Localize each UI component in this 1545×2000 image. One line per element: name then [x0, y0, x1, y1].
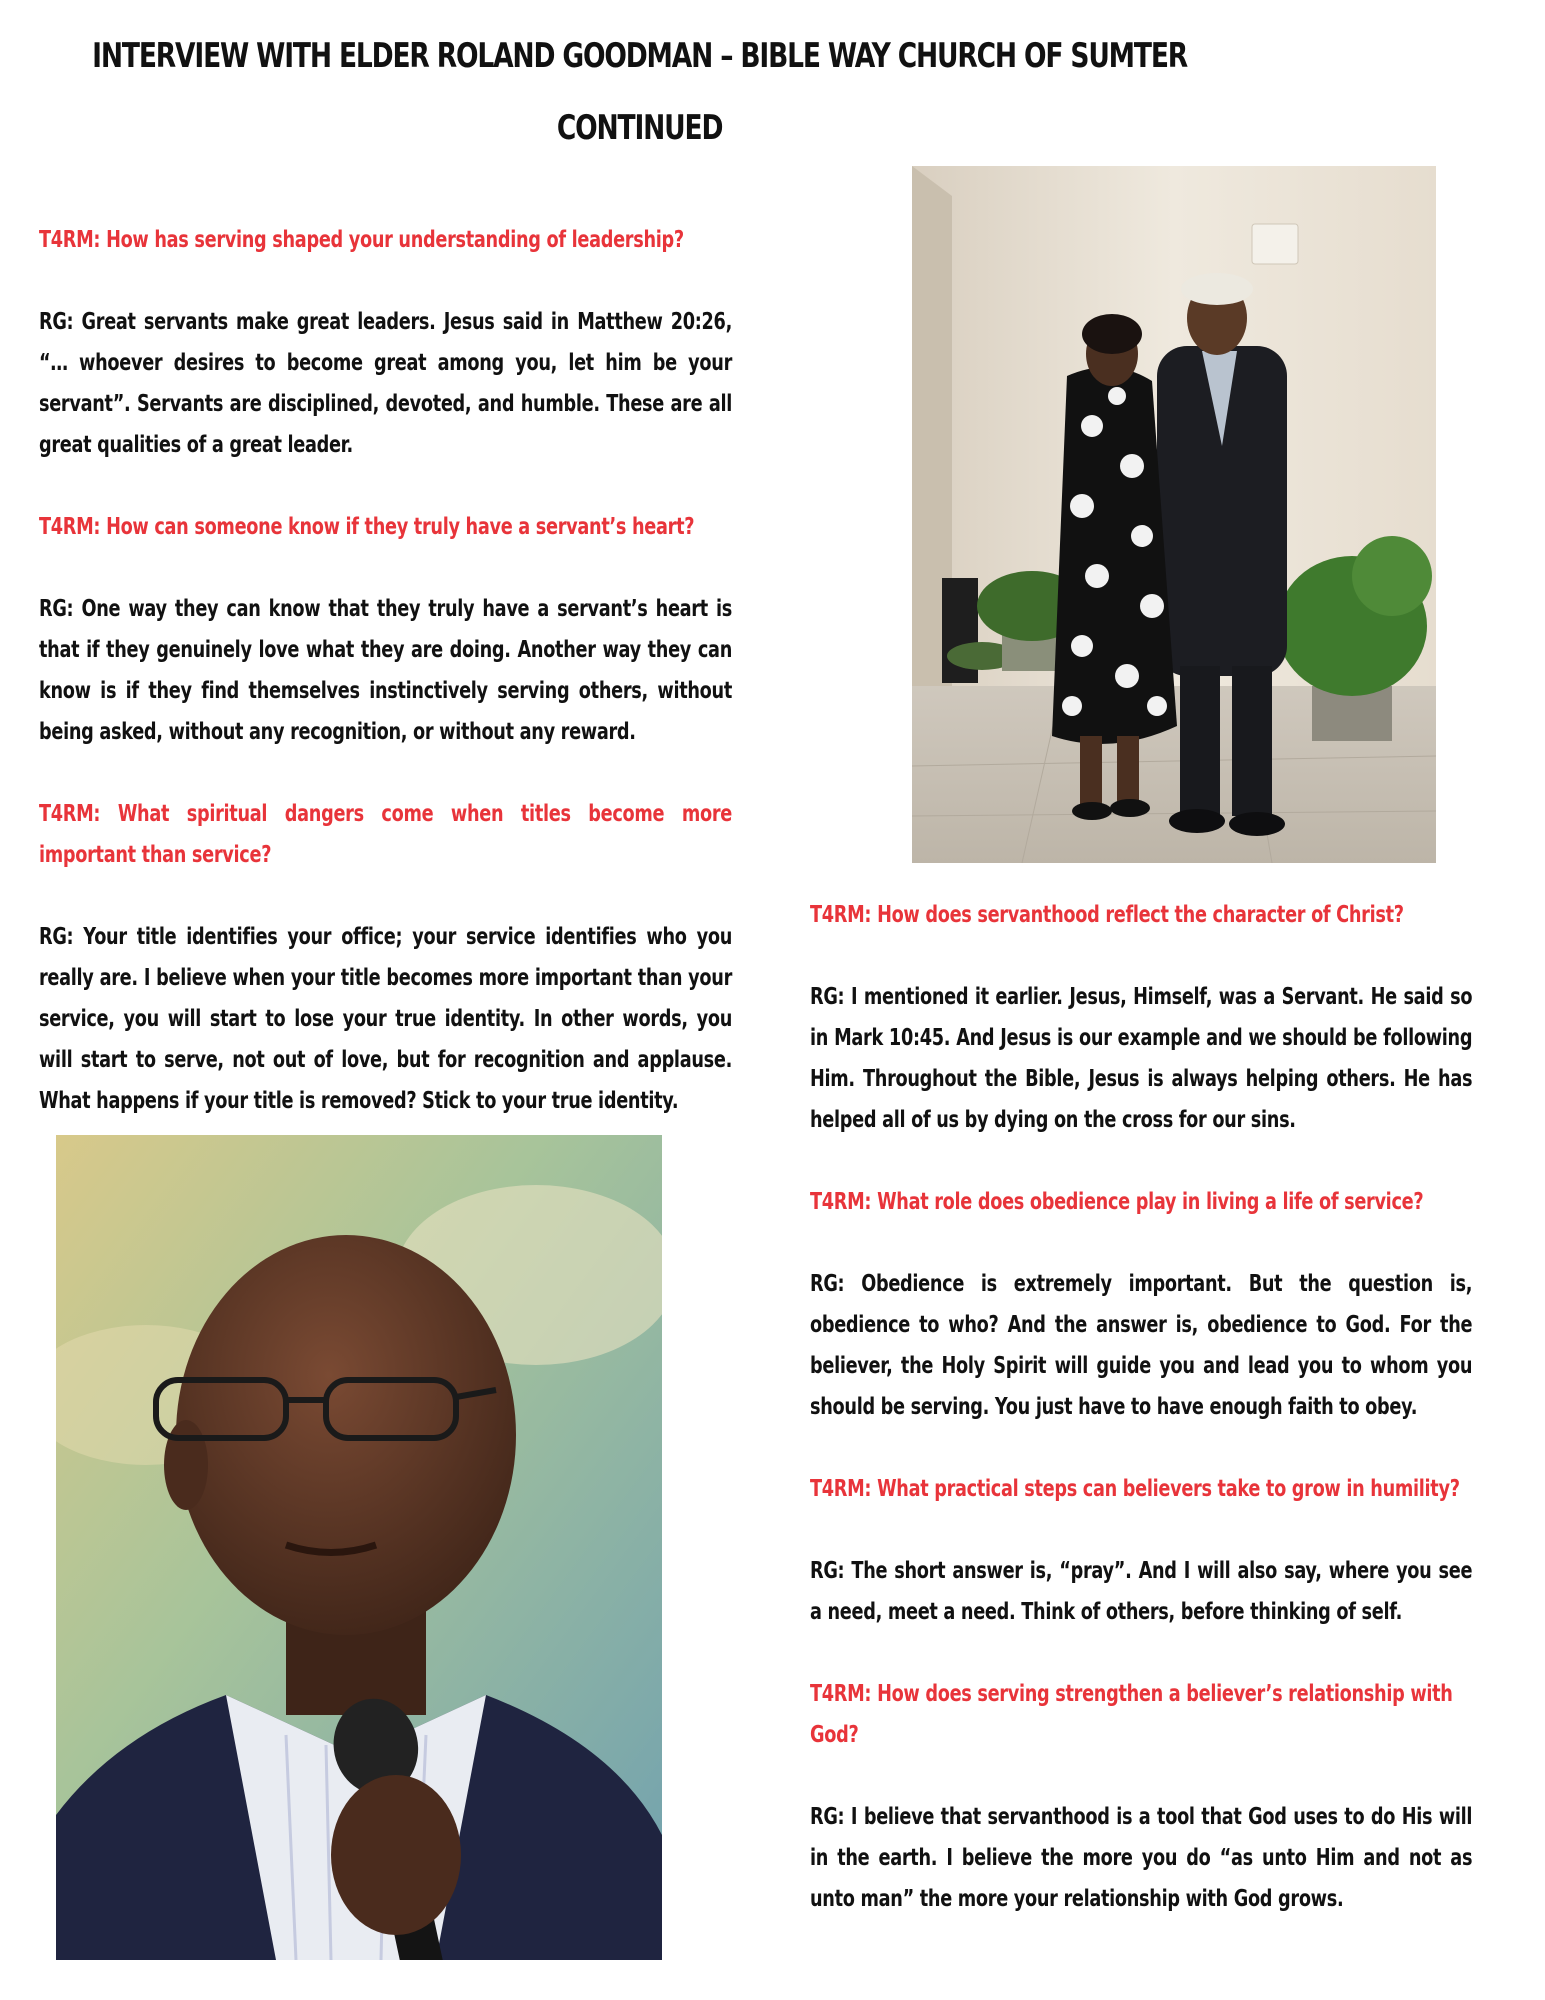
question-4: T4RM: How does servanthood reflect the character of Christ? [810, 902, 1404, 928]
question-5: T4RM: What role does obedience play in living a life of service? [810, 1189, 1424, 1215]
question-1: T4RM: How has serving shaped your understanding of leadership? [39, 227, 684, 253]
question-6: T4RM: What practical steps can believers take to grow in humility? [810, 1476, 1460, 1502]
left-column [39, 220, 732, 1122]
answer-7: RG: I believe that servanthood is a tool that God uses to do His will in the earth. I believe the more you do “as unto Him and not as unto man” the more your relationship with God grows. [810, 1804, 1473, 1912]
page-subtitle: CONTINUED [556, 108, 723, 148]
answer-2: RG: One way they can know that they truly have a servant’s heart is that if they genuinely love what they are doing. Another way they can know is if they find themselves instinctively serving others, without being asked, without any recognition, or without any reward. [39, 596, 732, 745]
page-title: INTERVIEW WITH ELDER ROLAND GOODMAN – BIBLE WAY CHURCH OF SUMTER [92, 36, 1188, 76]
question-7: T4RM: How does serving strengthen a believer’s relationship with God? [810, 1681, 1453, 1748]
right-column [810, 895, 1473, 1920]
answer-3: RG: Your title identifies your office; your service identifies who you really are. I believe when your title becomes more important than your service, you will start to lose your true identity. In other words, you will start to serve, not out of love, but for recognition and applause. What happens if your title is removed? Stick to your true identity. [39, 924, 732, 1114]
question-3: T4RM: What spiritual dangers come when titles become more important than service? [39, 801, 732, 868]
speaker-photo [56, 1135, 662, 1960]
answer-6: RG: The short answer is, “pray”. And I will also say, where you see a need, meet a need. Think of others, before thinking of self. [810, 1558, 1473, 1625]
question-2: T4RM: How can someone know if they truly have a servant’s heart? [39, 514, 695, 540]
couple-photo [912, 166, 1436, 863]
answer-1: RG: Great servants make great leaders. Jesus said in Matthew 20:26, “… whoever desires to become great among you, let him be your servant”. Servants are disciplined, devoted, and humble. These are all great qualities of a great leader. [39, 309, 732, 458]
answer-5: RG: Obedience is extremely important. But the question is, obedience to who? And the answer is, obedience to God. For the believer, the Holy Spirit will guide you and lead you to whom you should be serving. You just have to have enough faith to obey. [810, 1271, 1473, 1420]
answer-4: RG: I mentioned it earlier. Jesus, Himself, was a Servant. He said so in Mark 10:45. And Jesus is our example and we should be following Him. Throughout the Bible, Jesus is always helping others. He has helped all of us by dying on the cross for our sins. [810, 984, 1473, 1133]
